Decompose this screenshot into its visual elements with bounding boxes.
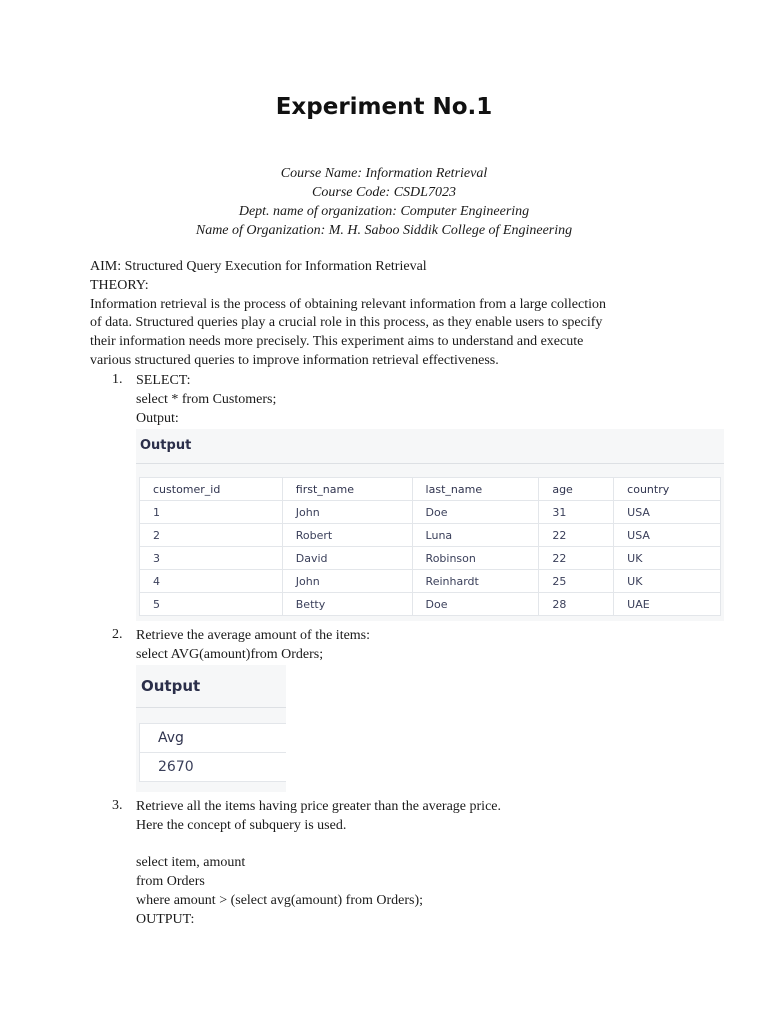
course-code: Course Code: CSDL7023 bbox=[312, 185, 456, 200]
table-row bbox=[140, 524, 721, 547]
table-header-row bbox=[140, 724, 287, 753]
divider bbox=[136, 463, 724, 464]
table-cell: 4 bbox=[140, 570, 283, 593]
item3-query-line: where amount > (select avg(amount) from Orders); bbox=[136, 893, 424, 908]
table-cell: 22 bbox=[539, 524, 614, 547]
column-header: age bbox=[539, 478, 614, 501]
table-cell: Robert bbox=[282, 524, 412, 547]
table-cell: Robinson bbox=[412, 547, 539, 570]
column-header: Avg bbox=[140, 724, 287, 753]
table-cell: 2 bbox=[140, 524, 283, 547]
item1-query: select * from Customers; bbox=[136, 392, 277, 407]
output-panel-customers bbox=[136, 429, 724, 621]
item3-query-line: from Orders bbox=[136, 874, 205, 889]
column-header: country bbox=[614, 478, 721, 501]
output-panel-title: Output bbox=[140, 438, 192, 453]
page-title: Experiment No.1 bbox=[275, 94, 493, 120]
table-cell: 31 bbox=[539, 501, 614, 524]
table-row bbox=[140, 593, 721, 616]
item1-heading: SELECT: bbox=[136, 373, 191, 388]
item2-heading: Retrieve the average amount of the items: bbox=[136, 628, 371, 643]
table-cell: 22 bbox=[539, 547, 614, 570]
column-header: first_name bbox=[282, 478, 412, 501]
column-header: customer_id bbox=[140, 478, 283, 501]
intro-section bbox=[90, 258, 610, 371]
divider bbox=[136, 707, 286, 708]
table-row bbox=[140, 501, 721, 524]
customers-table bbox=[139, 477, 721, 616]
item3-note: Here the concept of subquery is used. bbox=[136, 818, 347, 833]
theory-line: Information retrieval is the process of obtaining relevant information from a large collection bbox=[90, 296, 607, 312]
table-cell: 5 bbox=[140, 593, 283, 616]
item2-query: select AVG(amount)from Orders; bbox=[136, 647, 324, 662]
table-cell: Doe bbox=[412, 501, 539, 524]
table-cell: John bbox=[282, 570, 412, 593]
table-cell: UK bbox=[614, 570, 721, 593]
table-cell: Luna bbox=[412, 524, 539, 547]
item1-output-label: Output: bbox=[136, 411, 179, 426]
course-name: Course Name: Information Retrieval bbox=[280, 166, 488, 181]
table-cell: 3 bbox=[140, 547, 283, 570]
average-table bbox=[139, 723, 286, 782]
table-cell: 2670 bbox=[140, 753, 287, 782]
table-cell: John bbox=[282, 501, 412, 524]
table-row bbox=[140, 753, 287, 782]
table-cell: USA bbox=[614, 501, 721, 524]
list-number: 3. bbox=[112, 798, 123, 813]
table-cell: UAE bbox=[614, 593, 721, 616]
course-info bbox=[0, 164, 768, 240]
list-number: 2. bbox=[112, 627, 123, 642]
table-cell: 25 bbox=[539, 570, 614, 593]
output-panel-average bbox=[136, 665, 286, 792]
theory-line: of data. Structured queries play a crucial role in this process, as they enable users to specify bbox=[90, 315, 603, 331]
table-row bbox=[140, 547, 721, 570]
item3-heading: Retrieve all the items having price greater than the average price. bbox=[136, 799, 501, 814]
theory-label: THEORY: bbox=[90, 277, 149, 293]
table-cell: UK bbox=[614, 547, 721, 570]
table-row bbox=[140, 570, 721, 593]
table-cell: 1 bbox=[140, 501, 283, 524]
theory-line: their information needs more precisely. This experiment aims to understand and execute bbox=[90, 334, 584, 350]
output-panel-title: Output bbox=[141, 677, 201, 695]
aim-text: AIM: Structured Query Execution for Information Retrieval bbox=[90, 259, 427, 274]
column-header: last_name bbox=[412, 478, 539, 501]
department-name: Dept. name of organization: Computer Engineering bbox=[238, 204, 530, 219]
table-cell: USA bbox=[614, 524, 721, 547]
item3-output-label: OUTPUT: bbox=[136, 912, 195, 927]
table-cell: Betty bbox=[282, 593, 412, 616]
table-header-row bbox=[140, 478, 721, 501]
table-cell: Reinhardt bbox=[412, 570, 539, 593]
list-number: 1. bbox=[112, 372, 123, 387]
item3-query-line: select item, amount bbox=[136, 855, 246, 870]
organization-name: Name of Organization: M. H. Saboo Siddik College of Engineering bbox=[195, 223, 573, 238]
theory-line: various structured queries to improve information retrieval effectiveness. bbox=[90, 352, 499, 368]
table-cell: 28 bbox=[539, 593, 614, 616]
table-cell: Doe bbox=[412, 593, 539, 616]
table-cell: David bbox=[282, 547, 412, 570]
